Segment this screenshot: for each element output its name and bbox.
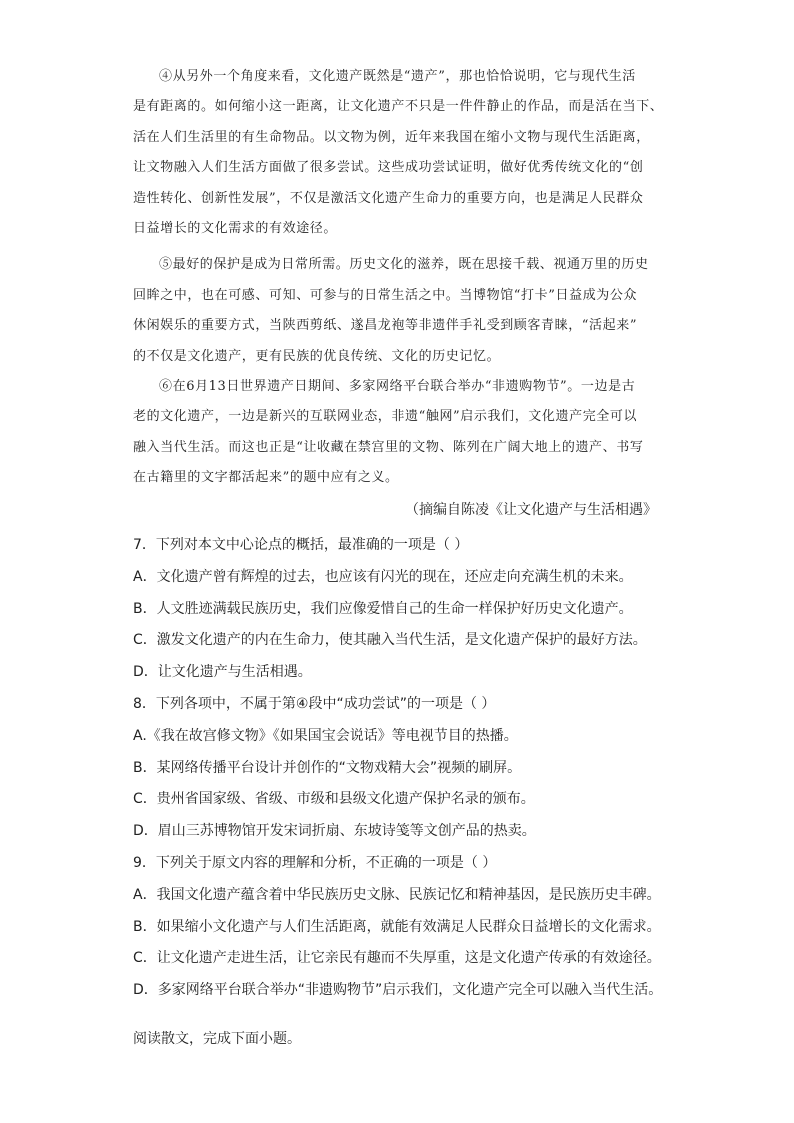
question-stem: 9．下列关于原文内容的理解和分析，不正确的一项是（ ） (133, 854, 497, 871)
reading-instruction: 阅读散文，完成下面小题。 (133, 1031, 301, 1047)
passage-line: 日益增长的文化需求的有效途径。 (133, 221, 338, 237)
option-b: B．人文胜迹满载民族历史，我们应像爱惜自己的生命一样保护好历史文化遗产。 (133, 600, 633, 617)
passage-line: 休闲娱乐的重要方式，当陕西剪纸、遂昌龙袍等非遗伴手礼受到顾客青睐，“活起来” (133, 318, 638, 334)
option-c: C．贵州省国家级、省级、市级和县级文化遗产保护名录的颁布。 (133, 791, 535, 808)
question-list (133, 530, 678, 1007)
option-b: B．如果缩小文化遗产与人们生活距离，就能有效满足人民群众日益增长的文化需求。 (133, 918, 661, 935)
passage-line: ④从另外一个角度来看，文化遗产既然是“遗产”，那也恰恰说明，它与现代生活 (159, 69, 636, 84)
question-9 (133, 848, 678, 1007)
option-a: A.《我在故宫修文物》《如果国宝会说话》等电视节目的热播。 (133, 727, 518, 744)
passage-line: 老的文化遗产，一边是新兴的互联网业态，非遗“触网”启示我们，文化遗产完全可以 (133, 409, 638, 425)
option-d: D．让文化遗产与生活相遇。 (133, 664, 312, 681)
option-c: C．激发文化遗产的内在生命力，使其融入当代生活，是文化遗产保护的最好方法。 (133, 632, 647, 649)
paragraph-4 (133, 62, 673, 244)
passage-line: 让文物融入人们生活方面做了很多尝试。这些成功尝试证明，做好优秀传统文化的“创 (133, 160, 644, 176)
option-a: A．我国文化遗产蕴含着中华民族历史文脉、民族记忆和精神基因，是民族历史丰碑。 (133, 886, 661, 903)
question-stem: 7．下列对本文中心论点的概括，最准确的一项是（ ） (133, 537, 469, 553)
passage-line: ⑤最好的保护是成为日常所需。历史文化的滋养，既在思接千载、视通万里的历史 (159, 257, 649, 273)
passage-line: 活在人们生活里的有生命物品。以文物为例，近年来我国在缩小文物与现代生活距离， (133, 129, 650, 145)
passage-line: 造性转化、创新性发展”，不仅是激活文化遗产生命力的重要方向，也是满足人民群众 (133, 190, 644, 206)
source-citation: （摘编自陈凌《让文化遗产与生活相遇》 (405, 502, 657, 518)
option-b: B．某网络传播平台设计并创作的“文物戏精大会”视频的刷屏。 (133, 759, 522, 776)
passage-line: 融入当代生活。而这也正是“让收藏在禁宫里的文物、陈列在广阔大地上的遗产、书写 (133, 439, 644, 455)
paragraph-5 (133, 250, 673, 372)
question-stem: 8．下列各项中，不属于第④段中“成功尝试”的一项是（ ） (133, 695, 496, 712)
passage-line: ⑥在6月13日世界遗产日期间、多家网络平台联合举办“非遗购物节”。一边是古 (159, 379, 636, 395)
passage-line: 是有距离的。如何缩小这一距离，让文化遗产不只是一件件静止的作品，而是活在当下、 (133, 99, 664, 115)
question-7 (133, 530, 678, 689)
option-d: D．多家网络平台联合举办“非遗购物节”启示我们，文化遗产完全可以融入当代生活。 (133, 982, 663, 999)
option-c: C．让文化遗产走进生活，让它亲民有趣而不失厚重，这是文化遗产传承的有效途径。 (133, 950, 661, 967)
question-8 (133, 689, 678, 848)
paragraph-6 (133, 372, 673, 494)
option-d: D．眉山三苏博物馆开发宋词折扇、东坡诗笺等文创产品的热卖。 (133, 823, 536, 840)
passage-line: 在古籍里的文字都活起来”的题中应有之义。 (133, 470, 399, 486)
passage (133, 62, 673, 494)
passage-line: 回眸之中，也在可感、可知、可参与的日常生活之中。当博物馆“打卡”日益成为公众 (133, 287, 638, 303)
passage-line: 的不仅是文化遗产，更有民族的优良传统、文化的历史记忆。 (133, 348, 501, 364)
option-a: A．文化遗产曾有辉煌的过去，也应该有闪光的现在，还应走向充满生机的未来。 (133, 568, 633, 585)
